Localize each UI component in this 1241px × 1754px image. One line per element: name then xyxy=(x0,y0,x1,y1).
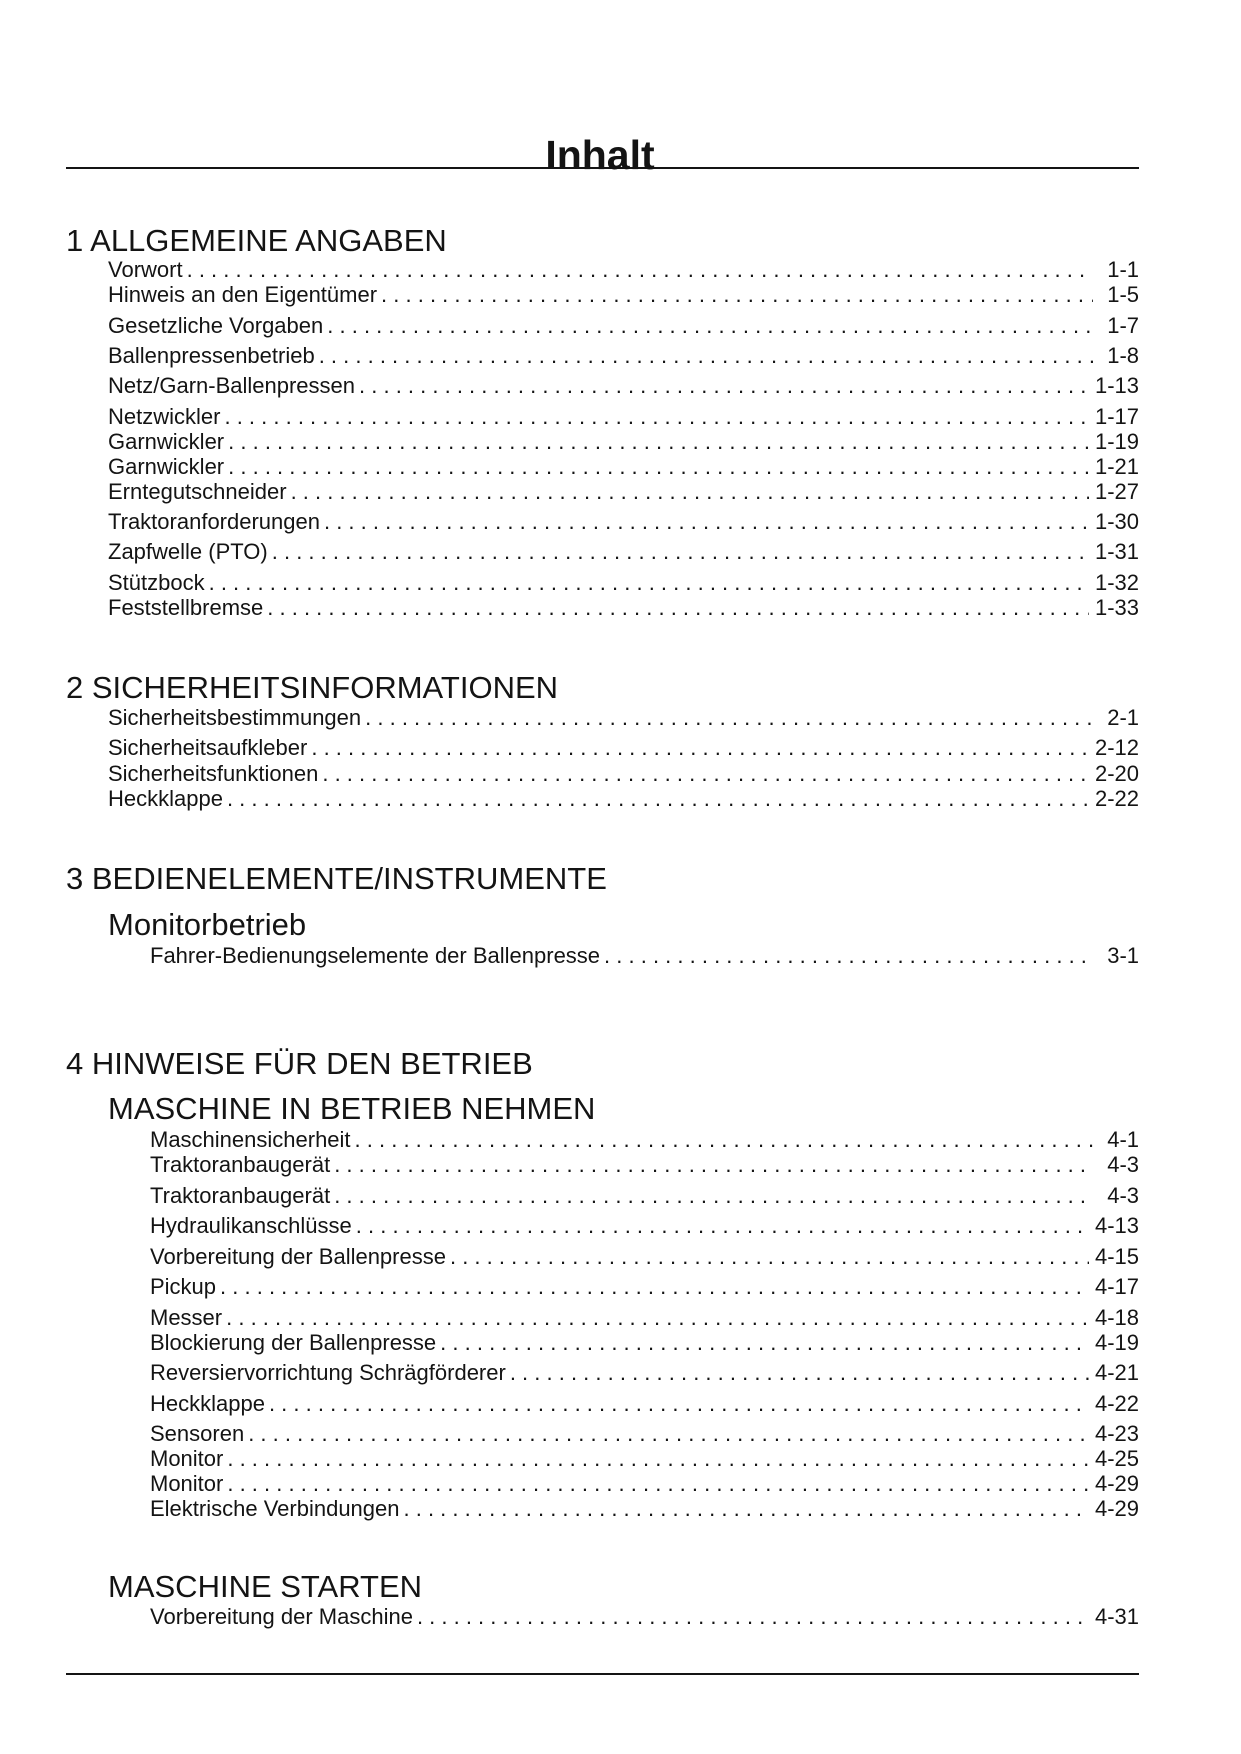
toc-entry-label: Vorwort xyxy=(108,257,183,282)
toc-entry[interactable] xyxy=(150,1471,1139,1497)
toc-entry-page: 4-3 xyxy=(1107,1183,1139,1208)
section-heading-1: 1 ALLGEMEINE ANGABEN xyxy=(66,223,447,258)
toc-entry[interactable] xyxy=(108,454,1139,480)
toc-entry-label: Vorbereitung der Maschine xyxy=(150,1604,413,1629)
toc-entry-page: 4-31 xyxy=(1094,1604,1139,1629)
toc-entry[interactable] xyxy=(150,1244,1139,1270)
toc-entry-page: 1-33 xyxy=(1094,595,1139,620)
toc-entry-label: Heckklappe xyxy=(150,1391,265,1416)
toc-entry[interactable] xyxy=(108,735,1139,761)
toc-entry[interactable] xyxy=(150,1305,1139,1331)
toc-entry-page: 1-32 xyxy=(1094,570,1139,595)
toc-entry-page: 1-5 xyxy=(1107,282,1139,307)
dot-leader xyxy=(269,1391,1089,1417)
toc-entry[interactable] xyxy=(150,1604,1139,1630)
toc-entry-label: Feststellbremse xyxy=(108,595,264,620)
toc-entry-label: Erntegutschneider xyxy=(108,479,287,504)
toc-entry[interactable] xyxy=(150,1213,1139,1239)
toc-entry-label: Heckklappe xyxy=(108,786,223,811)
dot-leader xyxy=(510,1360,1089,1386)
toc-entry[interactable] xyxy=(150,1127,1139,1153)
toc-entry[interactable] xyxy=(150,1446,1139,1472)
toc-entry-page: 1-31 xyxy=(1094,539,1139,564)
dot-leader xyxy=(227,1471,1089,1497)
toc-entry-page: 4-1 xyxy=(1107,1127,1139,1152)
dot-leader xyxy=(224,404,1088,430)
dot-leader xyxy=(356,1213,1089,1239)
toc-entry[interactable] xyxy=(108,509,1139,535)
dot-leader xyxy=(381,282,1093,308)
dot-leader xyxy=(311,735,1089,761)
toc-entry-page: 4-13 xyxy=(1094,1213,1139,1238)
toc-entry[interactable] xyxy=(150,1391,1139,1417)
dot-leader xyxy=(228,454,1089,480)
toc-entry-label: Netzwickler xyxy=(108,404,221,429)
toc-entry-label: Garnwickler xyxy=(108,429,225,454)
toc-entry-page: 1-8 xyxy=(1107,343,1139,368)
toc-entry-page: 4-29 xyxy=(1094,1471,1139,1496)
toc-entry-page: 1-7 xyxy=(1107,313,1139,338)
toc-entry-page: 4-19 xyxy=(1094,1330,1139,1355)
toc-entry-page: 1-27 xyxy=(1094,479,1139,504)
toc-entry-page: 4-17 xyxy=(1094,1274,1139,1299)
section-heading-4: 4 HINWEISE FÜR DEN BETRIEB xyxy=(66,1046,533,1081)
toc-entry-label: Sicherheitsbestimmungen xyxy=(108,705,362,730)
dot-leader xyxy=(322,761,1089,787)
toc-entry[interactable] xyxy=(150,1421,1139,1447)
toc-entry[interactable] xyxy=(108,404,1139,430)
toc-entry-label: Blockierung der Ballenpresse xyxy=(150,1330,437,1355)
toc-entry-page: 4-29 xyxy=(1094,1496,1139,1521)
toc-entry[interactable] xyxy=(108,595,1139,621)
dot-leader xyxy=(365,705,1093,731)
toc-entry[interactable] xyxy=(108,282,1139,308)
toc-entry-label: Traktoranbaugerät xyxy=(150,1152,331,1177)
toc-entry[interactable] xyxy=(108,761,1139,787)
dot-leader xyxy=(291,479,1089,505)
toc-entry-page: 1-30 xyxy=(1094,509,1139,534)
toc-entry-page: 4-18 xyxy=(1094,1305,1139,1330)
toc-entry-page: 1-17 xyxy=(1094,404,1139,429)
toc-entry[interactable] xyxy=(150,1496,1139,1522)
toc-entry[interactable] xyxy=(108,343,1139,369)
dot-leader xyxy=(220,1274,1089,1300)
dot-leader xyxy=(355,1127,1093,1153)
dot-leader xyxy=(248,1421,1089,1447)
bottom-divider xyxy=(66,1673,1139,1675)
toc-entry[interactable] xyxy=(150,943,1139,969)
toc-entry-page: 1-21 xyxy=(1094,454,1139,479)
toc-entry-page: 2-20 xyxy=(1094,761,1139,786)
toc-entry[interactable] xyxy=(150,1183,1139,1209)
dot-leader xyxy=(417,1604,1089,1630)
dot-leader xyxy=(359,373,1089,399)
toc-entry-label: Netz/Garn-Ballenpressen xyxy=(108,373,356,398)
dot-leader xyxy=(327,313,1093,339)
dot-leader xyxy=(209,570,1089,596)
dot-leader xyxy=(227,1446,1089,1472)
toc-entry-label: Pickup xyxy=(150,1274,217,1299)
toc-entry[interactable] xyxy=(108,786,1139,812)
toc-entry[interactable] xyxy=(150,1330,1139,1356)
toc-entry[interactable] xyxy=(108,570,1139,596)
dot-leader xyxy=(324,509,1089,535)
toc-entry[interactable] xyxy=(150,1274,1139,1300)
toc-entry[interactable] xyxy=(150,1360,1139,1386)
subsection-heading-maschine-starten: MASCHINE STARTEN xyxy=(108,1569,423,1604)
toc-entry-label: Sensoren xyxy=(150,1421,245,1446)
toc-entry-label: Sicherheitsfunktionen xyxy=(108,761,319,786)
toc-entry-page: 4-22 xyxy=(1094,1391,1139,1416)
toc-entry[interactable] xyxy=(108,257,1139,283)
toc-entry-label: Monitor xyxy=(150,1446,224,1471)
toc-entry-page: 4-21 xyxy=(1094,1360,1139,1385)
toc-entry-label: Zapfwelle (PTO) xyxy=(108,539,268,564)
page-title: Inhalt xyxy=(545,132,655,179)
top-divider xyxy=(66,167,1139,169)
toc-entry-page: 4-23 xyxy=(1094,1421,1139,1446)
toc-entry-label: Ballenpressenbetrieb xyxy=(108,343,315,368)
dot-leader xyxy=(267,595,1089,621)
dot-leader xyxy=(604,943,1093,969)
toc-entry-label: Traktoranbaugerät xyxy=(150,1183,331,1208)
toc-entry-page: 3-1 xyxy=(1107,943,1139,968)
toc-entry-page: 1-19 xyxy=(1094,429,1139,454)
toc-entry-label: Reversiervorrichtung Schrägförderer xyxy=(150,1360,506,1385)
toc-entry-label: Maschinensicherheit xyxy=(150,1127,351,1152)
toc-entry-label: Monitor xyxy=(150,1471,224,1496)
dot-leader xyxy=(319,343,1093,369)
toc-entry-label: Sicherheitsaufkleber xyxy=(108,735,308,760)
toc-entry-label: Messer xyxy=(150,1305,223,1330)
dot-leader xyxy=(440,1330,1089,1356)
toc-entry-page: 2-22 xyxy=(1094,786,1139,811)
dot-leader xyxy=(226,1305,1089,1331)
section-heading-3: 3 BEDIENELEMENTE/INSTRUMENTE xyxy=(66,861,607,896)
toc-entry-label: Fahrer-Bedienungselemente der Ballenpresse xyxy=(150,943,601,968)
toc-entry-label: Hinweis an den Eigentümer xyxy=(108,282,378,307)
toc-entry[interactable] xyxy=(108,429,1139,455)
toc-entry[interactable] xyxy=(108,479,1139,505)
toc-entry[interactable] xyxy=(150,1152,1139,1178)
dot-leader xyxy=(334,1183,1093,1209)
toc-entry-label: Garnwickler xyxy=(108,454,225,479)
dot-leader xyxy=(404,1496,1089,1522)
dot-leader xyxy=(272,539,1089,565)
dot-leader xyxy=(228,429,1089,455)
toc-entry[interactable] xyxy=(108,539,1139,565)
dot-leader xyxy=(450,1244,1089,1270)
dot-leader xyxy=(227,786,1089,812)
toc-entry-page: 2-1 xyxy=(1107,705,1139,730)
toc-entry-label: Vorbereitung der Ballenpresse xyxy=(150,1244,446,1269)
toc-entry[interactable] xyxy=(108,705,1139,731)
dot-leader xyxy=(187,257,1093,283)
toc-entry-label: Traktoranforderungen xyxy=(108,509,320,534)
toc-entry-label: Hydraulikanschlüsse xyxy=(150,1213,352,1238)
toc-entry-page: 1-13 xyxy=(1094,373,1139,398)
subsection-heading-inbetriebnahme: MASCHINE IN BETRIEB NEHMEN xyxy=(108,1091,596,1126)
toc-entry-label: Elektrische Verbindungen xyxy=(150,1496,400,1521)
toc-entry-page: 1-1 xyxy=(1107,257,1139,282)
toc-entry-label: Stützbock xyxy=(108,570,205,595)
section-heading-2: 2 SICHERHEITSINFORMATIONEN xyxy=(66,670,559,705)
toc-entry-page: 4-15 xyxy=(1094,1244,1139,1269)
toc-entry-page: 4-3 xyxy=(1107,1152,1139,1177)
toc-entry-page: 2-12 xyxy=(1094,735,1139,760)
toc-entry-label: Gesetzliche Vorgaben xyxy=(108,313,324,338)
toc-entry[interactable] xyxy=(108,313,1139,339)
dot-leader xyxy=(334,1152,1093,1178)
subsection-heading-monitorbetrieb: Monitorbetrieb xyxy=(108,907,307,942)
toc-entry[interactable] xyxy=(108,373,1139,399)
toc-entry-page: 4-25 xyxy=(1094,1446,1139,1471)
